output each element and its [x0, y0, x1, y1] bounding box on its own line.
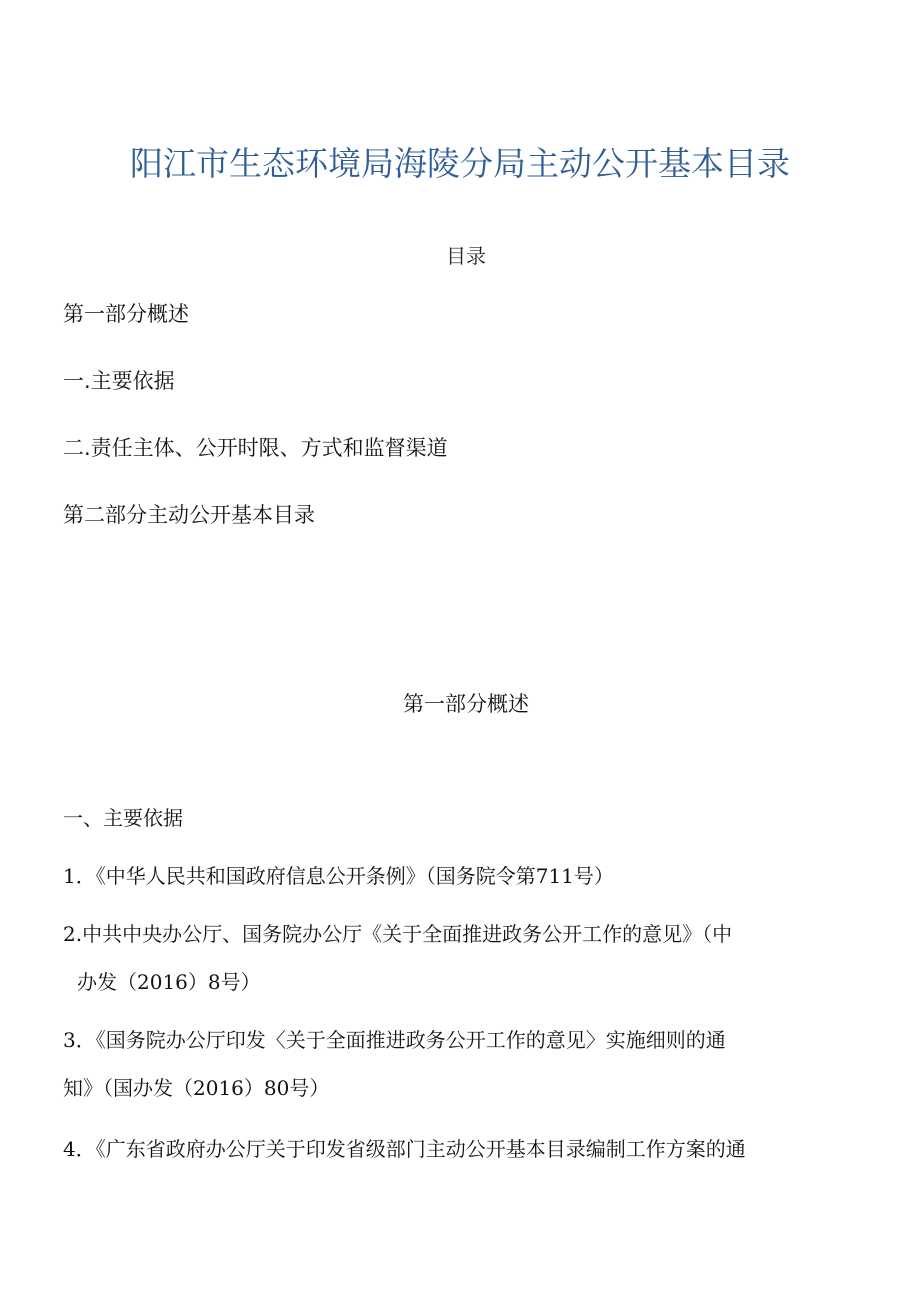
- toc-item-part-one[interactable]: 第一部分概述: [63, 302, 189, 326]
- reference-3-line-2: 知》（国办发（2016）80号）: [63, 1076, 330, 1100]
- reference-3-line-1: 3．《国务院办公厅印发〈关于全面推进政务公开工作的意见〉实施细则的通: [63, 1028, 726, 1052]
- reference-2-line-2: 办发（2016）8号）: [77, 970, 261, 994]
- part-one-heading: 第一部分概述: [403, 692, 529, 716]
- reference-2-line-1: 2.中共中央办公厅、国务院办公厅《关于全面推进政务公开工作的意见》（中: [63, 922, 733, 946]
- toc-item-part-two[interactable]: 第二部分主动公开基本目录: [63, 503, 315, 527]
- toc-heading: 目录: [446, 244, 486, 268]
- reference-4: 4．《广东省政府办公厅关于印发省级部门主动公开基本目录编制工作方案的通: [63, 1137, 746, 1161]
- main-basis-heading: 一、主要依据: [63, 806, 183, 830]
- reference-1: 1．《中华人民共和国政府信息公开条例》（国务院令第711号）: [63, 864, 614, 888]
- document-title: 阳江市生态环境局海陵分局主动公开基本目录: [130, 144, 790, 183]
- toc-item-responsibility[interactable]: 二.责任主体、公开时限、方式和监督渠道: [63, 436, 448, 460]
- toc-item-main-basis[interactable]: 一.主要依据: [63, 369, 175, 393]
